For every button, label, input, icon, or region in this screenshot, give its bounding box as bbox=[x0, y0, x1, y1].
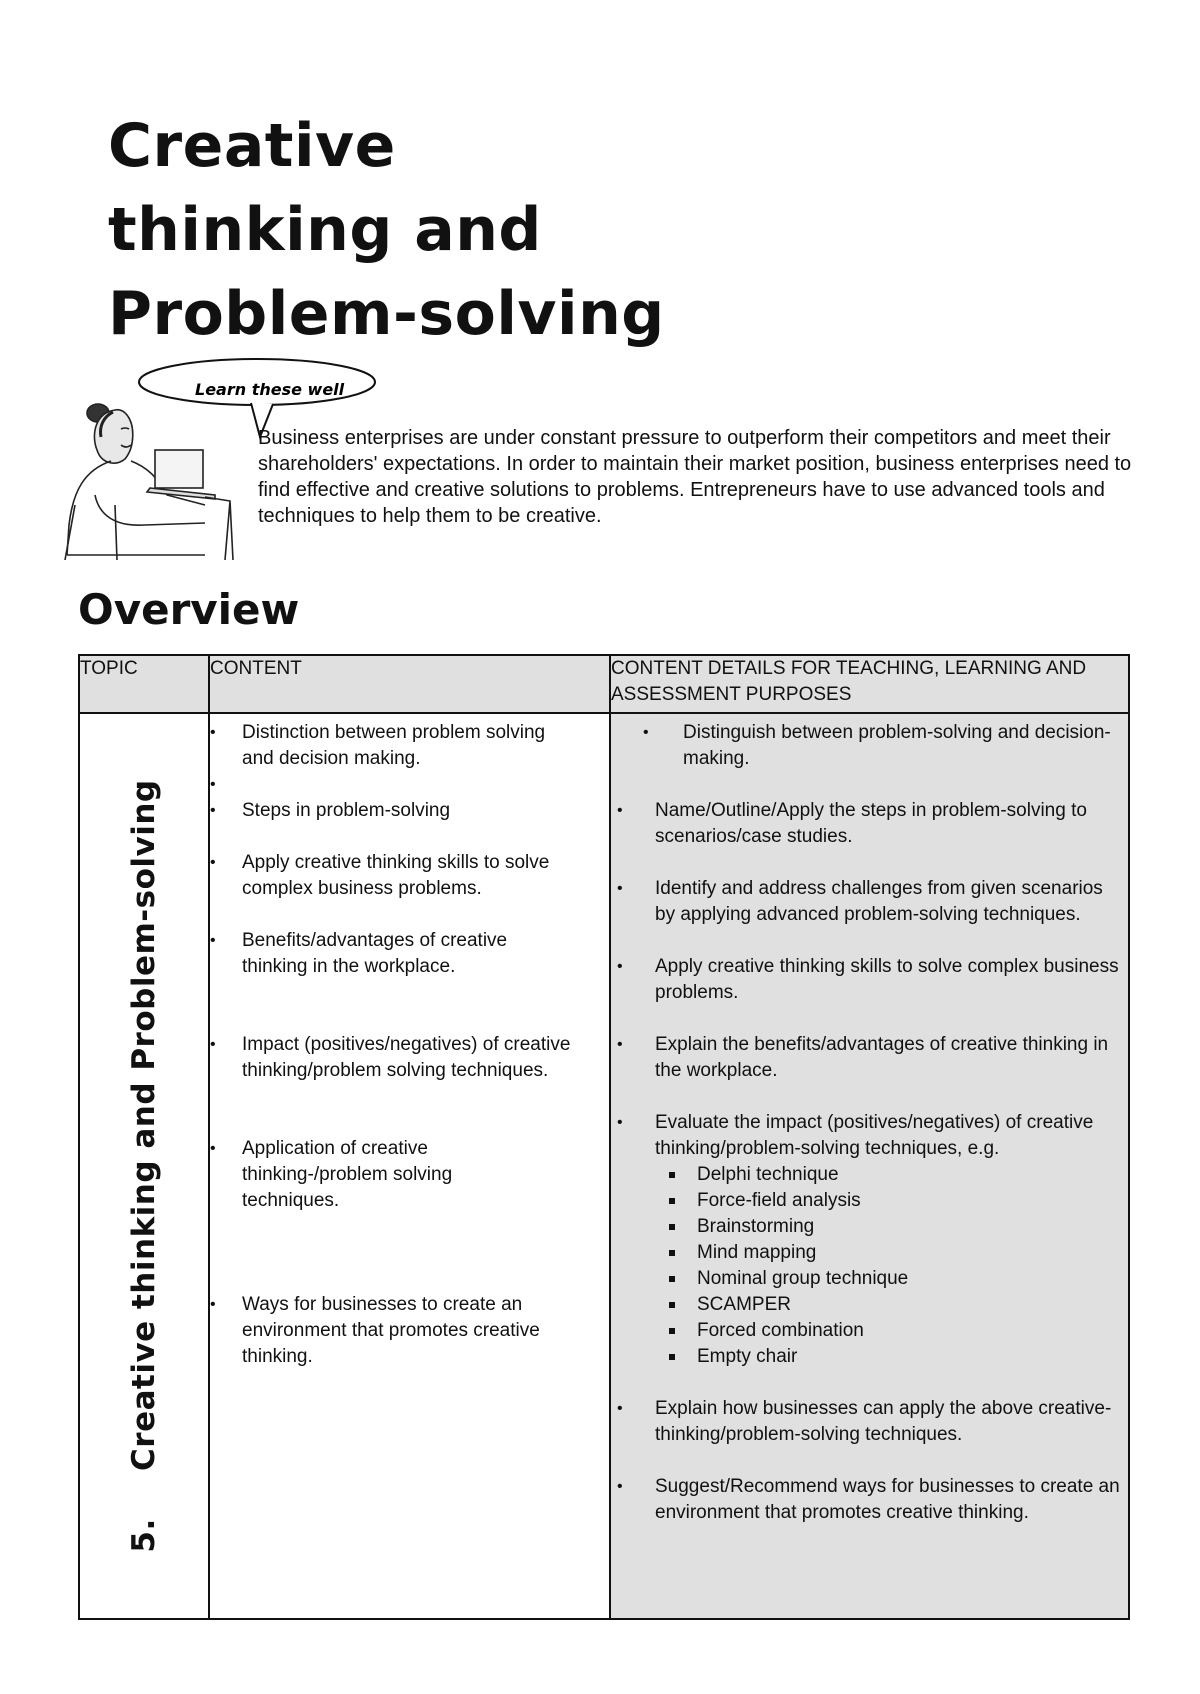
table-header-row bbox=[79, 655, 1129, 713]
list-item: • Explain how businesses can apply the above creative-thinking/problem-solving techniques. bbox=[611, 1396, 1128, 1448]
header-topic: TOPIC bbox=[79, 655, 209, 713]
list-item-with-techniques bbox=[611, 1110, 1128, 1370]
techniques-list bbox=[655, 1162, 1128, 1370]
details-cell bbox=[610, 713, 1129, 1619]
list-item: • Apply creative thinking skills to solve complex business problems. bbox=[611, 954, 1128, 1006]
list-item: • Steps in problem-solving bbox=[210, 798, 609, 824]
title-line-1: Creative bbox=[108, 111, 396, 181]
list-item: • Identify and address challenges from given scenarios by applying advanced problem-solving techniques. bbox=[611, 876, 1128, 928]
topic-name: Creative thinking and Problem-solving bbox=[126, 779, 162, 1471]
list-item: • Ways for businesses to create an environment that promotes creative thinking. bbox=[210, 1292, 582, 1370]
technique-item: Delphi technique bbox=[655, 1162, 1128, 1188]
list-item: • Apply creative thinking skills to solve complex business problems. bbox=[210, 850, 609, 902]
technique-item: Brainstorming bbox=[655, 1214, 1128, 1240]
list-item: • Explain the benefits/advantages of creative thinking in the workplace. bbox=[611, 1032, 1128, 1084]
technique-item: Forced combination bbox=[655, 1318, 1128, 1344]
technique-item: Force-field analysis bbox=[655, 1188, 1128, 1214]
header-details: CONTENT DETAILS FOR TEACHING, LEARNING AND ASSESSMENT PURPOSES bbox=[610, 655, 1129, 713]
page-title bbox=[108, 104, 908, 356]
title-line-3: Problem-solving bbox=[108, 279, 665, 349]
list-item: • Benefits/advantages of creative thinking in the workplace. bbox=[210, 928, 562, 980]
overview-heading: Overview bbox=[78, 585, 300, 634]
content-cell bbox=[209, 713, 610, 1619]
impact-text: Evaluate the impact (positives/negatives) of creative thinking/problem-solving techniques, e.g. bbox=[655, 1112, 1094, 1159]
woman-sketch bbox=[65, 404, 233, 560]
list-item: • Distinction between problem solving and decision making. bbox=[210, 720, 572, 772]
topic-cell bbox=[79, 713, 209, 1619]
title-line-2: thinking and bbox=[108, 195, 542, 265]
content-list bbox=[210, 714, 609, 1370]
list-item: • Suggest/Recommend ways for businesses to create an environment that promotes creative thinking. bbox=[611, 1474, 1128, 1526]
topic-label bbox=[126, 779, 162, 1552]
technique-item: Empty chair bbox=[655, 1344, 1128, 1370]
list-item: • Distinguish between problem-solving and decision-making. bbox=[611, 720, 1128, 772]
overview-table bbox=[78, 654, 1130, 1620]
speech-bubble-text: Learn these well bbox=[195, 380, 345, 399]
table-row bbox=[79, 713, 1129, 1619]
technique-item: SCAMPER bbox=[655, 1292, 1128, 1318]
header-content: CONTENT bbox=[209, 655, 610, 713]
intro-paragraph: Business enterprises are under constant pressure to outperform their competitors and meet their shareholders' expectations. In order to maintain their market position, business enterprises need to find effective and creative solutions to problems. Entrepreneurs have to use advanced tools and techniques to help them to be creative. bbox=[258, 427, 1132, 527]
topic-number: 5. bbox=[126, 1518, 162, 1553]
list-item-empty bbox=[210, 772, 609, 798]
details-list bbox=[611, 714, 1128, 1526]
list-item: • Impact (positives/negatives) of creative thinking/problem solving techniques. bbox=[210, 1032, 572, 1084]
technique-item: Mind mapping bbox=[655, 1240, 1128, 1266]
list-item: • Application of creative thinking-/problem solving techniques. bbox=[210, 1136, 552, 1214]
technique-item: Nominal group technique bbox=[655, 1266, 1128, 1292]
list-item: • Name/Outline/Apply the steps in problem-solving to scenarios/case studies. bbox=[611, 798, 1128, 850]
